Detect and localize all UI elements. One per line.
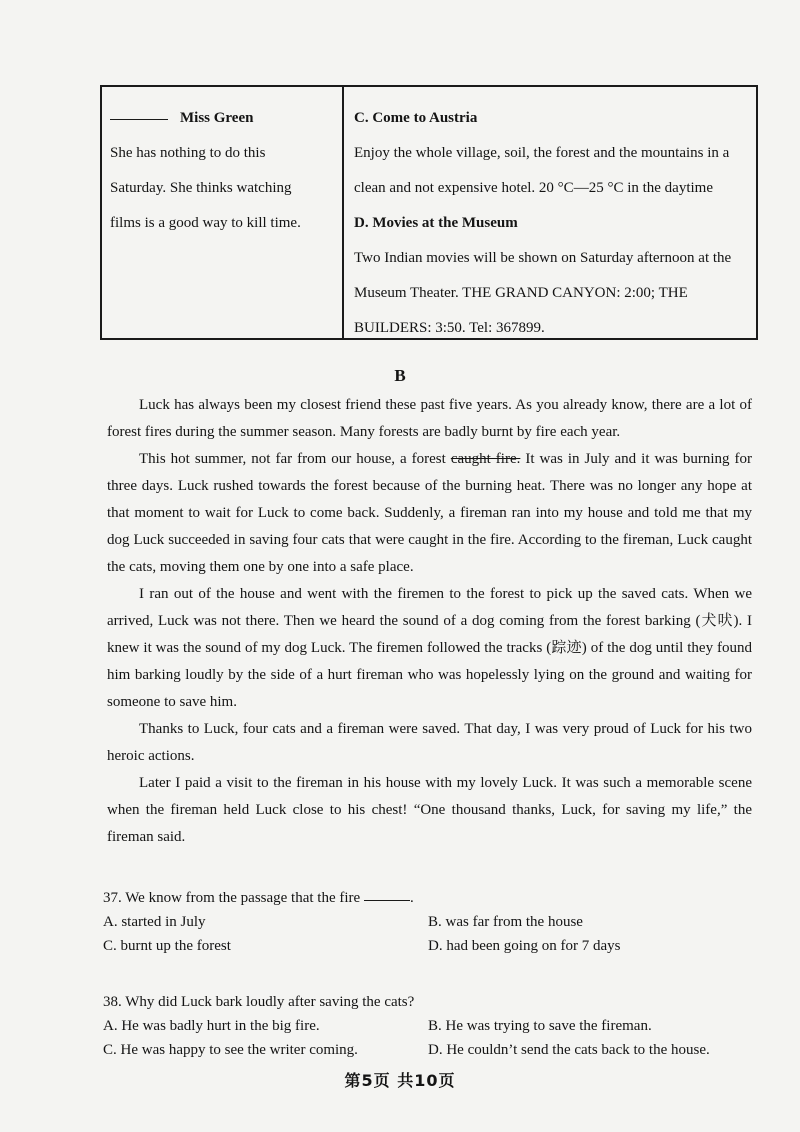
answer-blank bbox=[110, 105, 168, 120]
option-d-title: D. Movies at the Museum bbox=[354, 215, 518, 231]
section-heading: B bbox=[394, 366, 406, 385]
paragraph: Later I paid a visit to the fireman in his house with my lovely Luck. It was such a memorable scene when the fireman held Luck close to his chest! “One thousand thanks, Luck, for saving my life,” the fireman said. bbox=[107, 775, 752, 845]
info-table bbox=[100, 85, 758, 340]
question-text: 37. We know from the passage that the fire bbox=[103, 890, 361, 906]
question-text-end: . bbox=[409, 890, 414, 906]
reading-passage bbox=[107, 392, 752, 851]
table-left-cell bbox=[102, 87, 344, 338]
option-c-title: C. Come to Austria bbox=[354, 110, 478, 126]
option-b: B. was far from the house bbox=[428, 914, 583, 930]
person-desc-line: She has nothing to do this bbox=[110, 145, 266, 161]
option-a: A. He was badly hurt in the big fire. bbox=[103, 1018, 320, 1034]
option-c-line: clean and not expensive hotel. 20 °C—25 °C in the daytime bbox=[354, 180, 714, 196]
table-right-cell bbox=[344, 87, 756, 338]
person-heading bbox=[110, 101, 342, 136]
paragraph: Thanks to Luck, four cats and a fireman were saved. That day, I was very proud of Luck for his two heroic actions. bbox=[107, 721, 752, 764]
option-a: A. started in July bbox=[103, 914, 206, 930]
option-d-line: BUILDERS: 3:50. Tel: 367899. bbox=[354, 320, 545, 336]
paragraph-text: It was in July and it was burning for three days. Luck rushed towards the forest because of the burning heat. There was no longer any hope at that moment to wait for Luck to come back. Suddenly, a fireman ran into my house and told me that my dog Luck succeeded in saving four cats that were caught in the fire. According to the fireman, Luck caught the cats, moving them one by one into a safe place. bbox=[107, 451, 752, 575]
answer-options bbox=[103, 910, 753, 958]
option-d-line: Museum Theater. THE GRAND CANYON: 2:00; THE bbox=[354, 285, 688, 301]
paragraph: I ran out of the house and went with the firemen to the forest to pick up the saved cats. When we arrived, Luck was not there. Then we heard the sound of a dog coming from the forest barking (犬吠). I knew it was the sound of my dog Luck. The firemen followed the tracks (踪迹) of the dog until they found him barking loudly by the side of a hurt fireman who was hopelessly lying on the ground and waiting for someone to save him. bbox=[107, 586, 752, 710]
person-desc-line: Saturday. She thinks watching bbox=[110, 180, 292, 196]
option-d: D. had been going on for 7 days bbox=[428, 938, 621, 954]
page-number: 第5页 共10页 bbox=[344, 1071, 456, 1090]
paragraph bbox=[107, 446, 752, 581]
person-desc-line: films is a good way to kill time. bbox=[110, 215, 301, 231]
option-c: C. He was happy to see the writer coming. bbox=[103, 1042, 358, 1058]
question-stem: 38. Why did Luck bark loudly after saving the cats? bbox=[103, 994, 415, 1010]
person-name: Miss Green bbox=[180, 110, 254, 126]
answer-options bbox=[103, 1014, 753, 1062]
question-stem bbox=[103, 886, 753, 910]
struck-text: caught fire. bbox=[450, 451, 521, 467]
option-c-line: Enjoy the whole village, soil, the forest and the mountains in a bbox=[354, 145, 730, 161]
answer-blank bbox=[364, 888, 410, 901]
paragraph-text: This hot summer, not far from our house, a forest bbox=[139, 451, 451, 467]
paragraph: Luck has always been my closest friend these past five years. As you already know, there are a lot of forest fires during the summer season. Many forests are badly burnt by fire each year. bbox=[107, 397, 752, 440]
option-c: C. burnt up the forest bbox=[103, 938, 231, 954]
option-b: B. He was trying to save the fireman. bbox=[428, 1018, 652, 1034]
question-38 bbox=[103, 990, 753, 1062]
option-d: D. He couldn’t send the cats back to the house. bbox=[428, 1042, 710, 1058]
question-37 bbox=[103, 886, 753, 958]
option-d-line: Two Indian movies will be shown on Saturday afternoon at the bbox=[354, 250, 732, 266]
